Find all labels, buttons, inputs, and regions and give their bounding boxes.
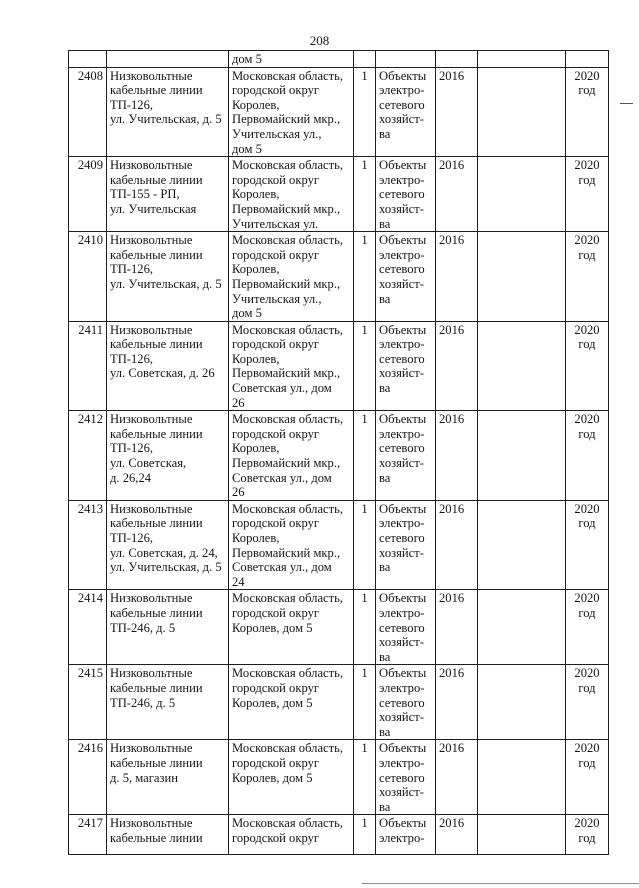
cell-num: 2417 (69, 815, 107, 855)
cell-year: 2016 (436, 411, 478, 501)
cell-year: 2016 (436, 590, 478, 665)
table-row (69, 411, 609, 501)
cell-address: дом 5 (229, 51, 354, 68)
cell-year: 2016 (436, 740, 478, 815)
cell-name: Низковольтные кабельные линии ТП-126, ул. Советская, д. 26 (107, 321, 229, 411)
cell-count: 1 (354, 665, 376, 740)
cell-category: Объекты электро- сетевого хозяйст- ва (376, 665, 436, 740)
cell-name: Низковольтные кабельные линии ТП-155 - РП, ул. Учительская (107, 157, 229, 232)
cell-year (436, 51, 478, 68)
cell-term: 2020 год (566, 411, 609, 501)
table-row (69, 590, 609, 665)
cell-count: 1 (354, 815, 376, 855)
cell-address: Московская область, городской округ Королев, Первомайский мкр., Советская ул., дом 24 (229, 500, 354, 590)
cell-extra (478, 321, 566, 411)
cell-count: 1 (354, 321, 376, 411)
cell-year: 2016 (436, 321, 478, 411)
cell-year: 2016 (436, 157, 478, 232)
table-body (69, 51, 609, 855)
cell-num: 2411 (69, 321, 107, 411)
cell-term: 2020 год (566, 590, 609, 665)
cell-category: Объекты электро- сетевого хозяйст- ва (376, 157, 436, 232)
cell-term: 2020 год (566, 815, 609, 855)
table-row (69, 67, 609, 157)
objects-table (68, 50, 609, 855)
cell-extra (478, 157, 566, 232)
cell-extra (478, 500, 566, 590)
cell-name: Низковольтные кабельные линии (107, 815, 229, 855)
cell-extra (478, 590, 566, 665)
table-row (69, 232, 609, 322)
cell-num: 2413 (69, 500, 107, 590)
cell-extra (478, 411, 566, 501)
cell-count: 1 (354, 500, 376, 590)
cell-address: Московская область, городской округ Королев, Первомайский мкр., Учительская ул. (229, 157, 354, 232)
cell-name: Низковольтные кабельные линии ТП-246, д. 5 (107, 590, 229, 665)
cell-term: 2020 год (566, 67, 609, 157)
cell-name: Низковольтные кабельные линии ТП-246, д. 5 (107, 665, 229, 740)
cell-address: Московская область, городской округ Королев, Первомайский мкр., Учительская ул., дом 5 (229, 232, 354, 322)
cell-num: 2410 (69, 232, 107, 322)
table-row (69, 500, 609, 590)
cell-count: 1 (354, 67, 376, 157)
cell-num: 2414 (69, 590, 107, 665)
cell-extra (478, 67, 566, 157)
cell-term: 2020 год (566, 321, 609, 411)
cell-count: 1 (354, 411, 376, 501)
cell-name: Низковольтные кабельные линии ТП-126, ул. Советская, д. 24, ул. Учительская, д. 5 (107, 500, 229, 590)
page-number: 208 (309, 33, 330, 48)
cell-category: Объекты электро- сетевого хозяйст- ва (376, 232, 436, 322)
table-row (69, 740, 609, 815)
cell-address: Московская область, городской округ Королев, дом 5 (229, 665, 354, 740)
cell-category: Объекты электро- (376, 815, 436, 855)
cell-address: Московская область, городской округ Королев, Первомайский мкр., Советская ул., дом 26 (229, 411, 354, 501)
cell-extra (478, 232, 566, 322)
cell-address: Московская область, городской округ (229, 815, 354, 855)
cell-category: Объекты электро- сетевого хозяйст- ва (376, 67, 436, 157)
cell-extra (478, 740, 566, 815)
cell-name (107, 51, 229, 68)
margin-mark (620, 103, 633, 104)
cell-year: 2016 (436, 500, 478, 590)
cell-count: 1 (354, 232, 376, 322)
cell-category: Объекты электро- сетевого хозяйст- ва (376, 740, 436, 815)
cell-num: 2415 (69, 665, 107, 740)
table-row (69, 157, 609, 232)
cell-num: 2416 (69, 740, 107, 815)
cell-term: 2020 год (566, 665, 609, 740)
cell-term: 2020 год (566, 232, 609, 322)
cell-num: 2408 (69, 67, 107, 157)
table-row (69, 665, 609, 740)
table-row (69, 321, 609, 411)
cell-category: Объекты электро- сетевого хозяйст- ва (376, 500, 436, 590)
cell-address: Московская область, городской округ Королев, дом 5 (229, 590, 354, 665)
cell-address: Московская область, городской округ Королев, Первомайский мкр., Советская ул., дом 26 (229, 321, 354, 411)
cell-count: 1 (354, 590, 376, 665)
cell-year: 2016 (436, 665, 478, 740)
cell-category: Объекты электро- сетевого хозяйст- ва (376, 590, 436, 665)
cell-name: Низковольтные кабельные линии ТП-126, ул. Учительская, д. 5 (107, 67, 229, 157)
scan-edge-line (362, 883, 639, 884)
cell-extra (478, 665, 566, 740)
cell-name: Низковольтные кабельные линии д. 5, магазин (107, 740, 229, 815)
cell-extra (478, 51, 566, 68)
cell-term (566, 51, 609, 68)
cell-term: 2020 год (566, 740, 609, 815)
cell-term: 2020 год (566, 500, 609, 590)
cell-name: Низковольтные кабельные линии ТП-126, ул. Советская, д. 26,24 (107, 411, 229, 501)
cell-address: Московская область, городской округ Королев, Первомайский мкр., Учительская ул., дом 5 (229, 67, 354, 157)
cell-category (376, 51, 436, 68)
cell-name: Низковольтные кабельные линии ТП-126, ул. Учительская, д. 5 (107, 232, 229, 322)
cell-year: 2016 (436, 815, 478, 855)
cell-num: 2412 (69, 411, 107, 501)
cell-count: 1 (354, 157, 376, 232)
cell-address: Московская область, городской округ Королев, дом 5 (229, 740, 354, 815)
cell-count (354, 51, 376, 68)
cell-year: 2016 (436, 67, 478, 157)
cell-term: 2020 год (566, 157, 609, 232)
continuation-row (69, 51, 609, 68)
cell-category: Объекты электро- сетевого хозяйст- ва (376, 411, 436, 501)
cell-count: 1 (354, 740, 376, 815)
cell-year: 2016 (436, 232, 478, 322)
cell-extra (478, 815, 566, 855)
cell-num (69, 51, 107, 68)
table-row (69, 815, 609, 855)
cell-category: Объекты электро- сетевого хозяйст- ва (376, 321, 436, 411)
cell-num: 2409 (69, 157, 107, 232)
